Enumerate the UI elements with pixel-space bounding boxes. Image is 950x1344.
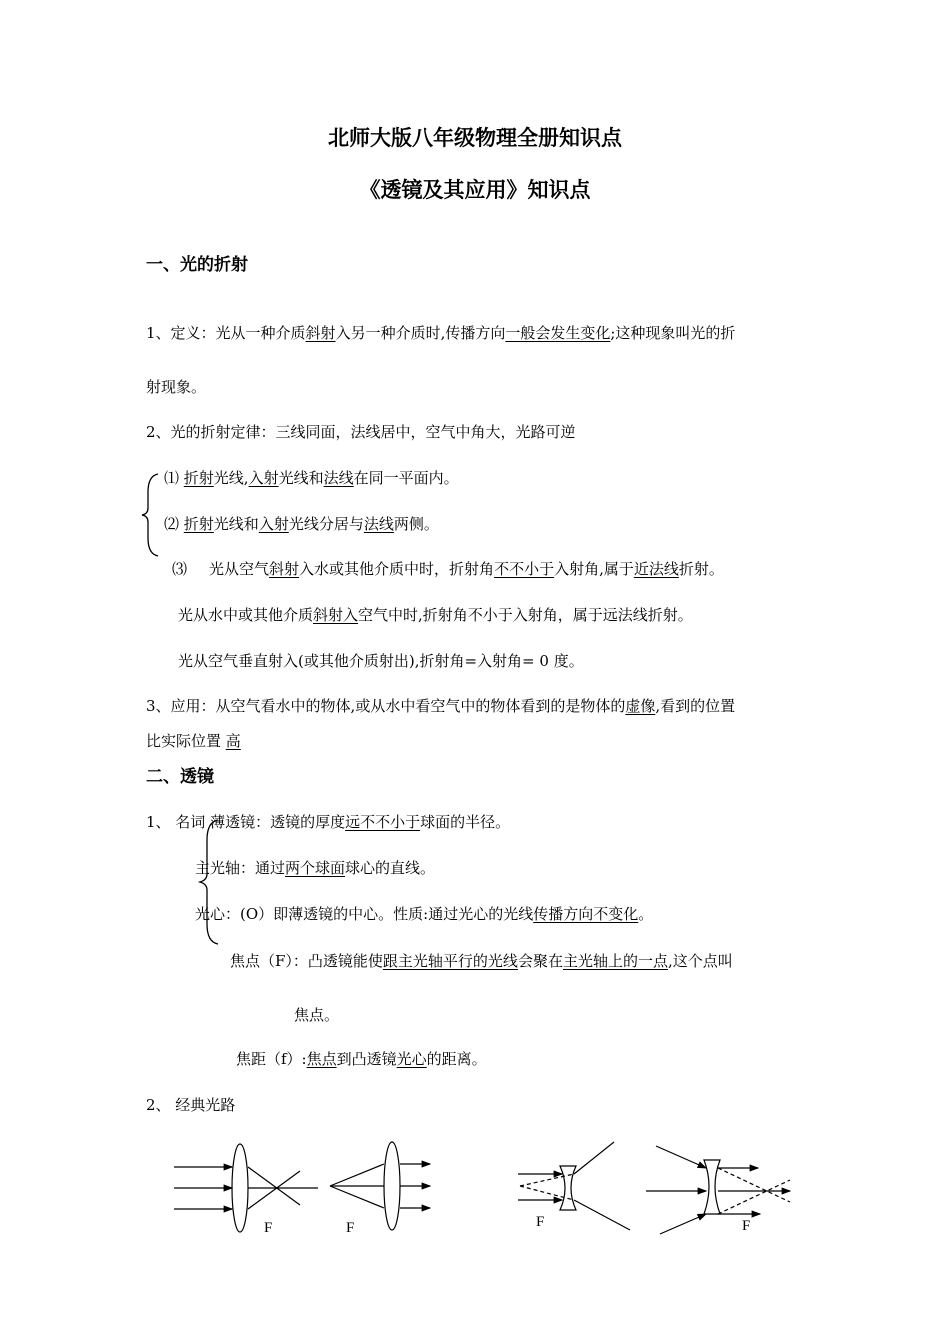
term-focus-cont: 焦点。 [294, 1006, 340, 1024]
classic-light-paths-label: 2、 经典光路 [146, 1096, 236, 1114]
definition-line: 1、定义：光从一种介质斜射入另一种介质时,传播方向一般会发生变化;这种现象叫光的折 [146, 324, 736, 342]
light-path-diagrams [0, 1130, 950, 1240]
rule-3: ⑶ 光从空气斜射入水或其他介质中时，折射角不不小于入射角,属于近法线折射。 [172, 560, 724, 578]
rule-1: ⑴ 折射光线,入射光线和法线在同一平面内。 [164, 469, 459, 487]
term-principal-axis: 主光轴：通过两个球面球心的直线。 [195, 859, 436, 877]
term-focus: 焦点（F）：凸透镜能使跟主光轴平行的光线会聚在主光轴上的一点,这个点叫 [230, 952, 733, 970]
term-optical-center: 光心：(O）即薄透镜的中心。性质:通过光心的光线传播方向不变化。 [195, 905, 654, 923]
left-brace-icon [198, 818, 220, 946]
application-line: 3、应用：从空气看水中的物体,或从水中看空气中的物体看到的是物体的虚像,看到的位置 [146, 697, 736, 715]
convex-lens-parallel-diagram [330, 1142, 430, 1230]
rule-2: ⑵ 折射光线和入射光线分居与法线两侧。 [164, 515, 439, 533]
focus-label-4: F [742, 1218, 751, 1234]
convex-lens-converging-diagram [174, 1144, 318, 1232]
focus-label-2: F [346, 1220, 355, 1236]
application-line-cont: 比实际位置 高 [146, 732, 241, 750]
left-brace-icon [140, 472, 162, 558]
definition-line-cont: 射现象。 [146, 378, 207, 396]
concave-lens-parallel-diagram [646, 1146, 790, 1234]
document-title: 北师大版八年级物理全册知识点 [328, 126, 622, 150]
focus-label-1: F [264, 1220, 273, 1236]
term-focal-length: 焦距（f）:焦点到凸透镜光心的距离。 [236, 1050, 487, 1068]
document-subtitle: 《透镜及其应用》知识点 [359, 178, 591, 202]
term-thin-lens: 1、 名词 薄透镜：透镜的厚度远不不小于球面的半径。 [146, 813, 511, 831]
focus-label-3: F [536, 1214, 545, 1230]
refraction-law: 2、光的折射定律：三线同面，法线居中，空气中角大，光路可逆 [146, 423, 576, 441]
section-heading-lens: 二、透镜 [146, 767, 214, 787]
rule-5: 光从空气垂直射入(或其他介质射出),折射角=入射角= 0 度。 [178, 652, 584, 670]
section-heading-refraction: 一、光的折射 [146, 255, 248, 275]
rule-4: 光从水中或其他介质斜射入空气中时,折射角不小于入射角，属于远法线折射。 [178, 606, 693, 624]
concave-lens-diverging-diagram [518, 1142, 630, 1230]
